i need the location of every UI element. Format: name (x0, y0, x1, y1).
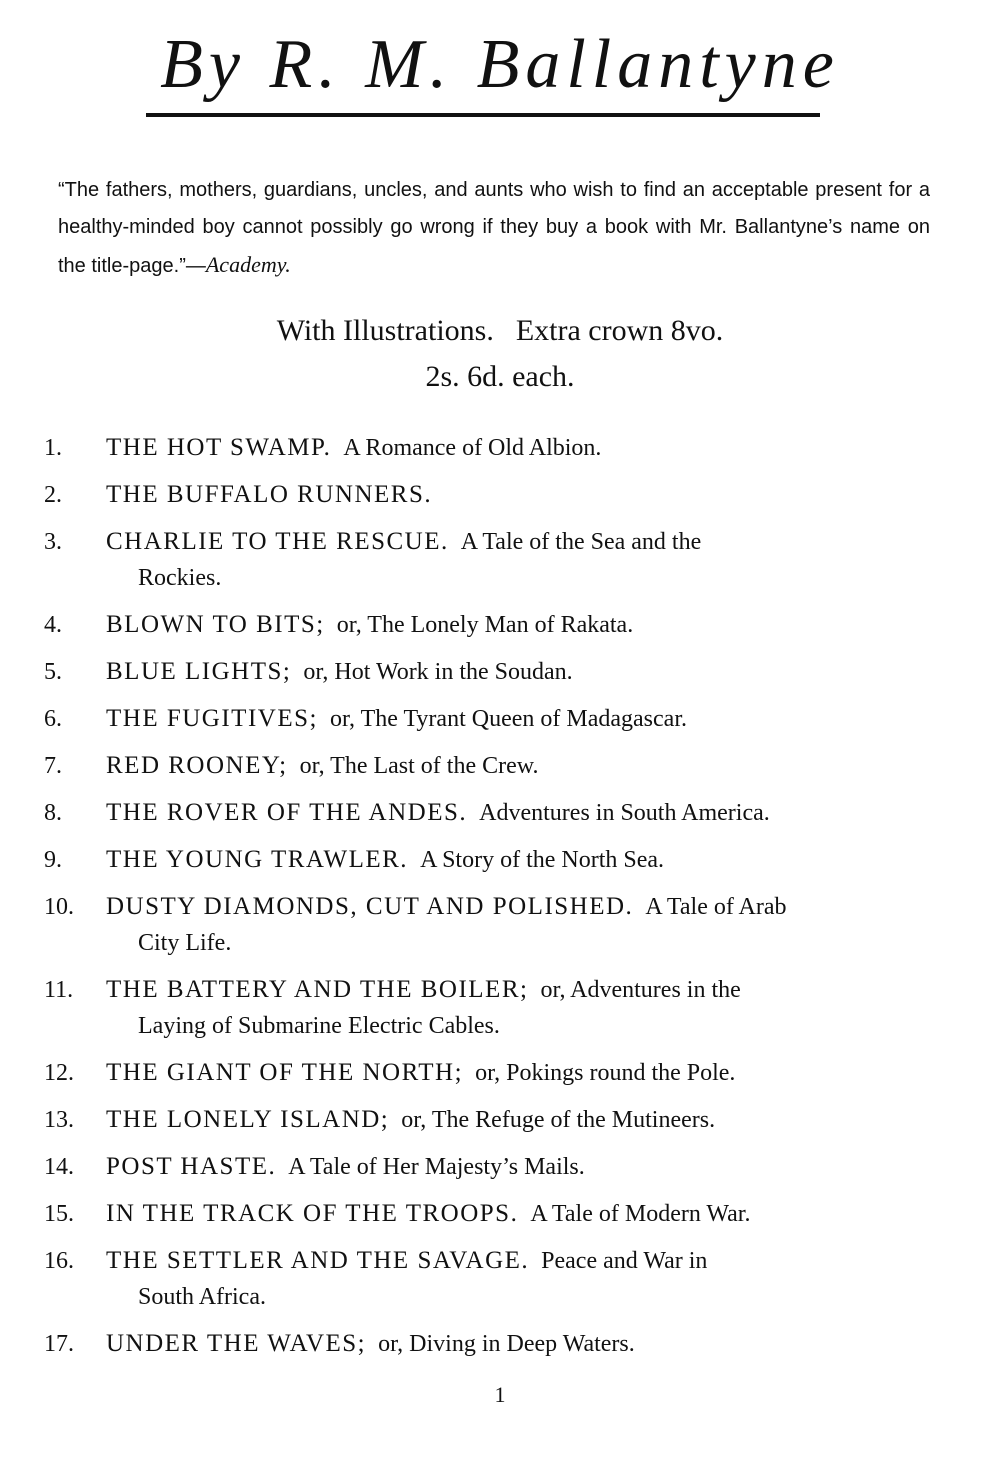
book-entry (106, 894, 787, 920)
book-list-item (40, 1102, 930, 1138)
book-subtitle-continued: Rockies. (138, 565, 222, 591)
book-title: THE ROVER OF THE ANDES. (106, 799, 468, 826)
review-quote (58, 172, 930, 285)
book-entry (106, 847, 664, 873)
book-title: THE LONELY ISLAND; (106, 1106, 390, 1133)
book-title: THE FUGITIVES; (106, 705, 318, 732)
book-number: 14. (44, 1154, 74, 1180)
book-list-item (40, 748, 930, 784)
book-list-item (40, 607, 930, 643)
book-number: 9. (44, 847, 62, 873)
book-subtitle: Adventures in South America. (479, 800, 770, 826)
book-title: THE YOUNG TRAWLER. (106, 846, 409, 873)
book-title: UNDER THE WAVES; (106, 1330, 367, 1357)
book-list (40, 430, 930, 1373)
quote-text: “The fathers, mothers, guardians, uncles, and aunts who wish to find an acceptable present for a healthy-minded boy cannot possibly go wrong if they buy a book with Mr. Ballantyne’s name on the title-page.”— (58, 179, 930, 277)
book-entry (106, 977, 741, 1003)
book-title: THE BATTERY AND THE BOILER; (106, 976, 529, 1003)
book-entry (106, 1060, 735, 1086)
book-title: THE GIANT OF THE NORTH; (106, 1059, 464, 1086)
book-subtitle: A Tale of Modern War. (530, 1201, 751, 1227)
book-subtitle: A Tale of Arab (645, 894, 787, 920)
book-subtitle: A Tale of the Sea and the (460, 529, 702, 555)
book-list-item (40, 430, 930, 466)
book-subtitle: or, The Last of the Crew. (299, 753, 539, 779)
book-number: 4. (44, 612, 62, 638)
book-entry (106, 800, 770, 826)
book-list-item (40, 1196, 930, 1232)
book-subtitle: A Romance of Old Albion. (343, 435, 602, 461)
book-list-item (40, 889, 930, 961)
book-list-item (40, 1055, 930, 1091)
book-title: THE HOT SWAMP. (106, 434, 332, 461)
edition-line (0, 308, 1000, 354)
book-subtitle: or, The Lonely Man of Rakata. (336, 612, 634, 638)
book-title: DUSTY DIAMONDS, CUT AND POLISHED. (106, 893, 634, 920)
price-note: 2s. 6d. each. (425, 360, 575, 393)
book-subtitle-continued: City Life. (138, 930, 232, 956)
book-list-item (40, 654, 930, 690)
book-list-item (40, 1326, 930, 1362)
book-number: 6. (44, 706, 62, 732)
book-number: 2. (44, 482, 62, 508)
book-title: CHARLIE TO THE RESCUE. (106, 528, 449, 555)
book-list-item (40, 477, 930, 513)
page-number: 1 (494, 1382, 506, 1407)
title-underline (146, 113, 820, 117)
book-list-item (40, 1149, 930, 1185)
book-list-item (40, 701, 930, 737)
book-number: 8. (44, 800, 62, 826)
illustrations-note: With Illustrations. (276, 314, 494, 347)
book-number: 10. (44, 894, 74, 920)
book-title: BLUE LIGHTS; (106, 658, 292, 685)
book-number: 17. (44, 1331, 74, 1357)
book-entry (106, 706, 687, 732)
book-entry (106, 753, 539, 779)
book-number: 11. (44, 977, 74, 1003)
book-number: 3. (44, 529, 62, 555)
book-number: 15. (44, 1201, 74, 1227)
book-entry (106, 1331, 635, 1357)
book-list-item (40, 972, 930, 1044)
book-list-item (40, 842, 930, 878)
book-subtitle: or, Pokings round the Pole. (475, 1060, 736, 1086)
book-title: POST HASTE. (106, 1153, 277, 1180)
book-entry (106, 1248, 707, 1274)
book-entry (106, 1154, 585, 1180)
page-title: By R. M. Ballantyne (160, 26, 840, 103)
book-subtitle: A Tale of Her Majesty’s Mails. (288, 1154, 585, 1180)
book-subtitle: or, The Tyrant Queen of Madagascar. (329, 706, 687, 732)
book-entry (106, 659, 573, 685)
book-title: THE SETTLER AND THE SAVAGE. (106, 1247, 530, 1274)
book-title: IN THE TRACK OF THE TROOPS. (106, 1200, 519, 1227)
book-list-item (40, 1243, 930, 1315)
book-entry (106, 482, 432, 508)
book-subtitle: or, Adventures in the (540, 977, 741, 1003)
book-subtitle: or, The Refuge of the Mutineers. (401, 1107, 716, 1133)
book-subtitle-continued: South Africa. (138, 1284, 266, 1310)
book-number: 7. (44, 753, 62, 779)
book-subtitle: Peace and War in (541, 1248, 708, 1274)
book-subtitle: or, Hot Work in the Soudan. (303, 659, 573, 685)
book-title: RED ROONEY; (106, 752, 288, 779)
book-subtitle-continued: Laying of Submarine Electric Cables. (138, 1013, 500, 1039)
book-entry (106, 612, 633, 638)
book-entry (106, 1107, 715, 1133)
book-entry (106, 435, 601, 461)
book-number: 5. (44, 659, 62, 685)
edition-info (0, 308, 1000, 400)
book-entry (106, 529, 701, 555)
book-title: BLOWN TO BITS; (106, 611, 325, 638)
book-number: 1. (44, 435, 62, 461)
book-subtitle: A Story of the North Sea. (420, 847, 665, 873)
book-entry (106, 1201, 750, 1227)
book-number: 12. (44, 1060, 74, 1086)
format-note: Extra crown 8vo. (515, 314, 724, 347)
book-subtitle: or, Diving in Deep Waters. (378, 1331, 635, 1357)
quote-source: Academy. (205, 252, 291, 277)
book-number: 13. (44, 1107, 74, 1133)
book-list-item (40, 795, 930, 831)
book-number: 16. (44, 1248, 74, 1274)
book-list-item (40, 524, 930, 596)
book-title: THE BUFFALO RUNNERS. (106, 481, 433, 508)
